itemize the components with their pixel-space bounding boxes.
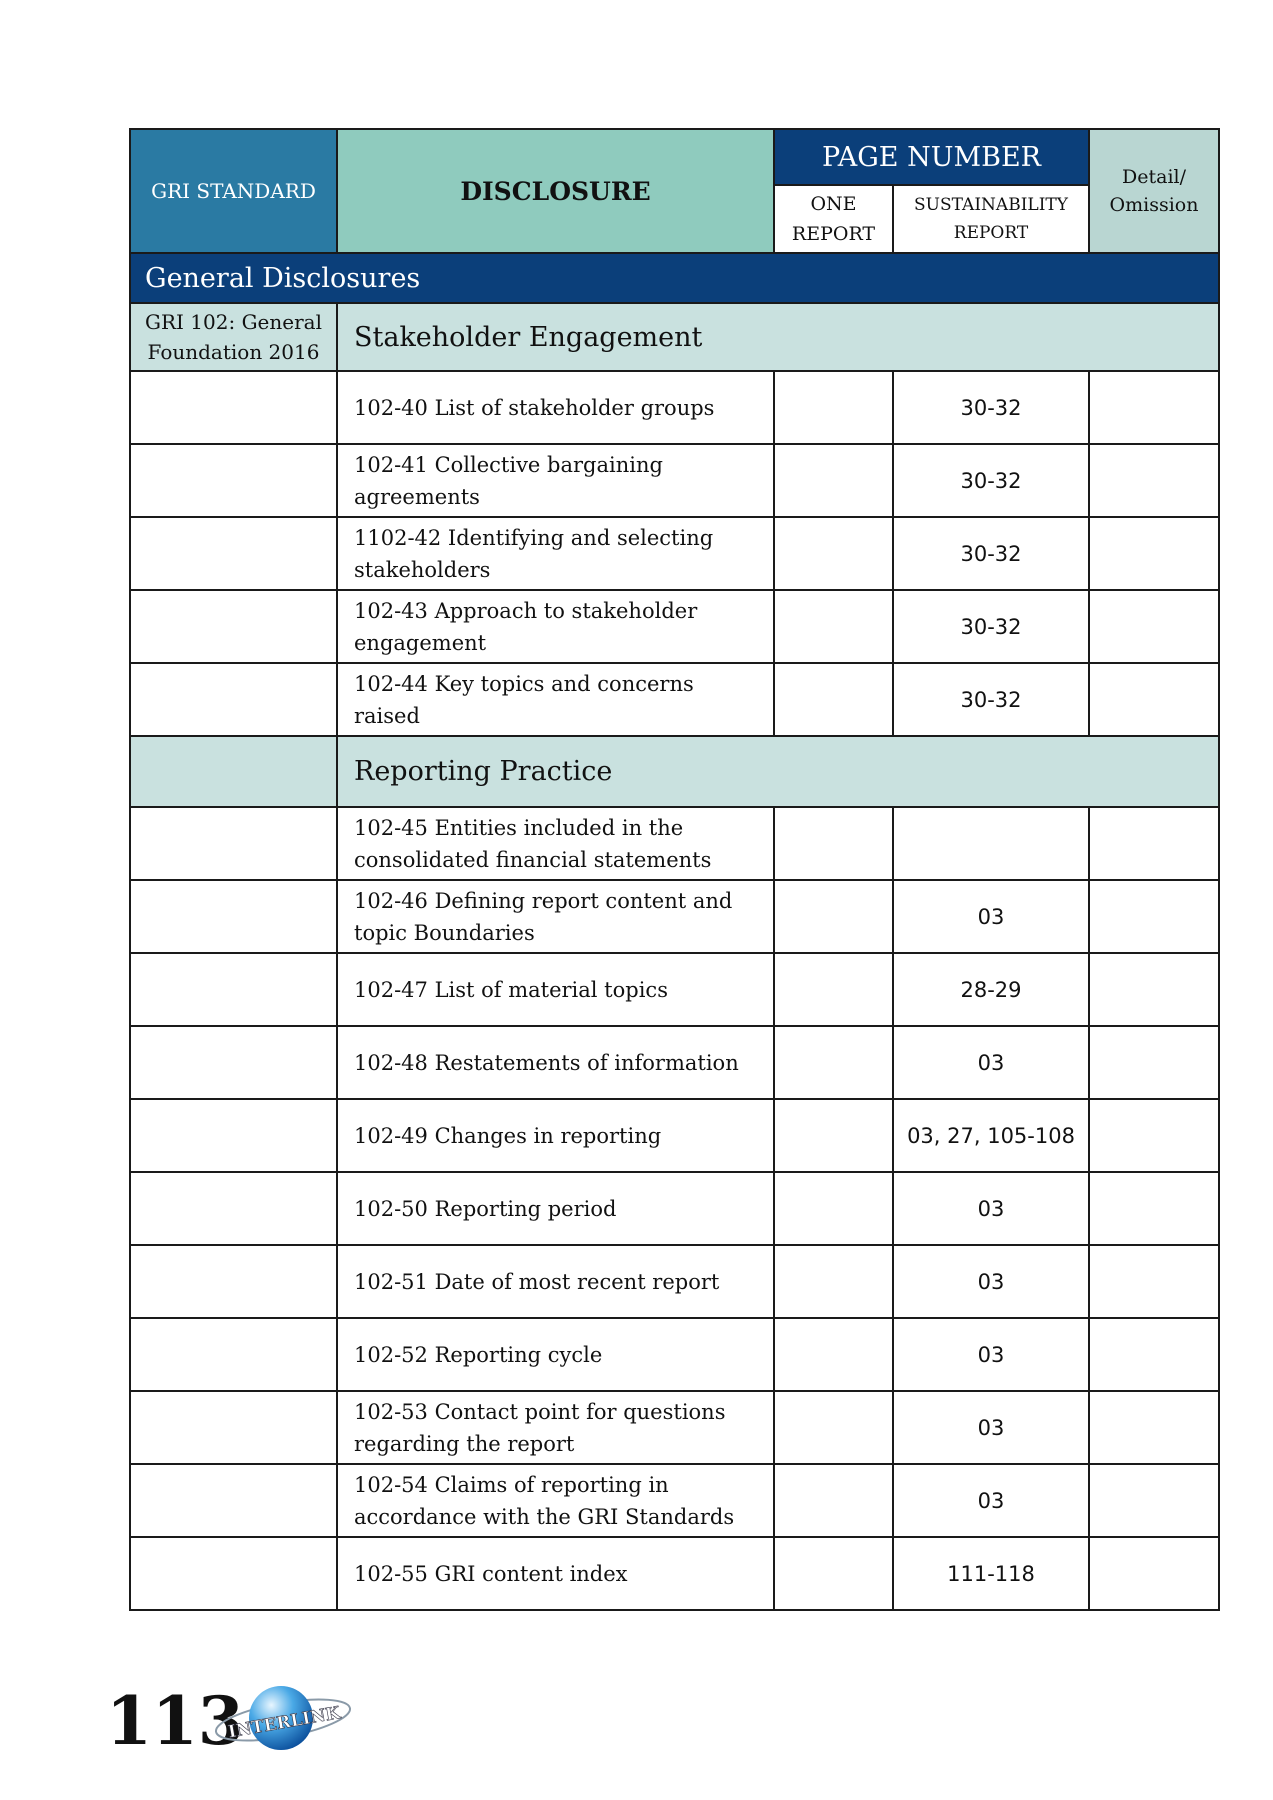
header-sustainability-line2: REPORT — [953, 223, 1029, 243]
row-disclosure: 102-47 List of material topics — [337, 953, 774, 1026]
row-sustainability-page: 30-32 — [893, 590, 1089, 663]
row-sustainability-page: 111-118 — [893, 1537, 1089, 1610]
table-row — [130, 1464, 1219, 1537]
header-sustainability-line1: SUSTAINABILITY — [914, 195, 1068, 215]
row-one-report — [774, 1391, 893, 1464]
table-row — [130, 590, 1219, 663]
row-disclosure: 102-55 GRI content index — [337, 1537, 774, 1610]
row-standard — [130, 880, 337, 953]
row-sustainability-page: 03 — [893, 1172, 1089, 1245]
table-row — [130, 444, 1219, 517]
header-detail-line2: Omission — [1109, 194, 1199, 216]
row-sustainability-page: 03 — [893, 1318, 1089, 1391]
row-sustainability-page: 03 — [893, 1391, 1089, 1464]
table-row — [130, 1391, 1219, 1464]
table-row — [130, 663, 1219, 736]
row-standard — [130, 590, 337, 663]
row-standard — [130, 444, 337, 517]
header-one-report — [774, 185, 893, 253]
row-sustainability-page: 03 — [893, 880, 1089, 953]
row-disclosure: 102-43 Approach to stakeholder engagement — [337, 590, 774, 663]
table-row — [130, 1537, 1219, 1610]
table-row — [130, 807, 1219, 880]
row-one-report — [774, 1099, 893, 1172]
row-detail — [1089, 1537, 1219, 1610]
row-one-report — [774, 517, 893, 590]
row-sustainability-page: 03 — [893, 1245, 1089, 1318]
table-row — [130, 1099, 1219, 1172]
row-standard — [130, 1099, 337, 1172]
gri-content-index-table — [129, 128, 1220, 1611]
row-detail — [1089, 590, 1219, 663]
row-sustainability-page: 30-32 — [893, 444, 1089, 517]
row-disclosure: 102-41 Collective bargaining agreements — [337, 444, 774, 517]
row-sustainability-page: 30-32 — [893, 663, 1089, 736]
row-detail — [1089, 953, 1219, 1026]
row-disclosure: 1102-42 Identifying and selecting stakeholders — [337, 517, 774, 590]
section-title-stakeholder-engagement: Stakeholder Engagement — [337, 303, 1219, 371]
row-standard — [130, 1172, 337, 1245]
table-row — [130, 1245, 1219, 1318]
header-detail-omission — [1089, 129, 1219, 253]
logo-wordmark: INTERLINK — [226, 1703, 342, 1743]
header-detail-line1: Detail/ — [1122, 166, 1187, 188]
row-standard — [130, 517, 337, 590]
row-detail — [1089, 517, 1219, 590]
header-disclosure: DISCLOSURE — [337, 129, 774, 253]
row-detail — [1089, 1391, 1219, 1464]
header-one-report-line2: REPORT — [791, 223, 876, 245]
row-detail — [1089, 371, 1219, 444]
row-detail — [1089, 1172, 1219, 1245]
row-standard — [130, 663, 337, 736]
row-disclosure: 102-49 Changes in reporting — [337, 1099, 774, 1172]
row-disclosure: 102-51 Date of most recent report — [337, 1245, 774, 1318]
row-standard — [130, 1391, 337, 1464]
row-one-report — [774, 590, 893, 663]
header-one-report-line1: ONE — [810, 193, 857, 215]
general-disclosures-heading: General Disclosures — [130, 253, 1219, 303]
row-standard — [130, 1537, 337, 1610]
row-standard — [130, 807, 337, 880]
row-standard — [130, 371, 337, 444]
row-one-report — [774, 1245, 893, 1318]
row-one-report — [774, 1172, 893, 1245]
table-row — [130, 1172, 1219, 1245]
row-detail — [1089, 880, 1219, 953]
row-detail — [1089, 1245, 1219, 1318]
row-standard — [130, 1026, 337, 1099]
row-disclosure: 102-44 Key topics and concerns raised — [337, 663, 774, 736]
row-standard — [130, 1245, 337, 1318]
table-row — [130, 371, 1219, 444]
row-disclosure: 102-50 Reporting period — [337, 1172, 774, 1245]
row-detail — [1089, 807, 1219, 880]
row-one-report — [774, 953, 893, 1026]
row-sustainability-page: 30-32 — [893, 371, 1089, 444]
row-sustainability-page: 03 — [893, 1026, 1089, 1099]
row-sustainability-page: 03 — [893, 1464, 1089, 1537]
row-standard — [130, 1318, 337, 1391]
row-disclosure: 102-46 Defining report content and topic Boundaries — [337, 880, 774, 953]
row-disclosure: 102-54 Claims of reporting in accordance with the GRI Standards — [337, 1464, 774, 1537]
row-sustainability-page — [893, 807, 1089, 880]
table-row — [130, 953, 1219, 1026]
row-one-report — [774, 663, 893, 736]
gri-102-standard-label — [130, 303, 337, 371]
header-gri-standard: GRI STANDARD — [130, 129, 337, 253]
row-disclosure: 102-48 Restatements of information — [337, 1026, 774, 1099]
row-detail — [1089, 1318, 1219, 1391]
row-one-report — [774, 444, 893, 517]
row-standard — [130, 1464, 337, 1537]
row-disclosure: 102-40 List of stakeholder groups — [337, 371, 774, 444]
row-disclosure: 102-52 Reporting cycle — [337, 1318, 774, 1391]
row-sustainability-page: 28-29 — [893, 953, 1089, 1026]
row-one-report — [774, 807, 893, 880]
table-row — [130, 880, 1219, 953]
row-disclosure: 102-53 Contact point for questions regarding the report — [337, 1391, 774, 1464]
standard-line2: Foundation 2016 — [147, 340, 320, 364]
table-row — [130, 1026, 1219, 1099]
row-standard — [130, 953, 337, 1026]
row-one-report — [774, 1026, 893, 1099]
page-number: 113 — [106, 1682, 244, 1760]
row-detail — [1089, 1026, 1219, 1099]
row-sustainability-page: 03, 27, 105-108 — [893, 1099, 1089, 1172]
row-sustainability-page: 30-32 — [893, 517, 1089, 590]
table-row — [130, 517, 1219, 590]
standard-line1: GRI 102: General — [145, 310, 322, 334]
row-one-report — [774, 880, 893, 953]
row-detail — [1089, 1464, 1219, 1537]
row-one-report — [774, 1537, 893, 1610]
header-page-number: PAGE NUMBER — [774, 129, 1089, 185]
row-one-report — [774, 371, 893, 444]
row-disclosure: 102-45 Entities included in the consolidated financial statements — [337, 807, 774, 880]
row-detail — [1089, 1099, 1219, 1172]
row-detail — [1089, 663, 1219, 736]
row-one-report — [774, 1464, 893, 1537]
interlink-logo — [213, 1676, 363, 1760]
header-sustainability-report — [893, 185, 1089, 253]
section-standard-blank — [130, 736, 337, 807]
section-title-reporting-practice: Reporting Practice — [337, 736, 1219, 807]
row-detail — [1089, 444, 1219, 517]
row-one-report — [774, 1318, 893, 1391]
table-row — [130, 1318, 1219, 1391]
